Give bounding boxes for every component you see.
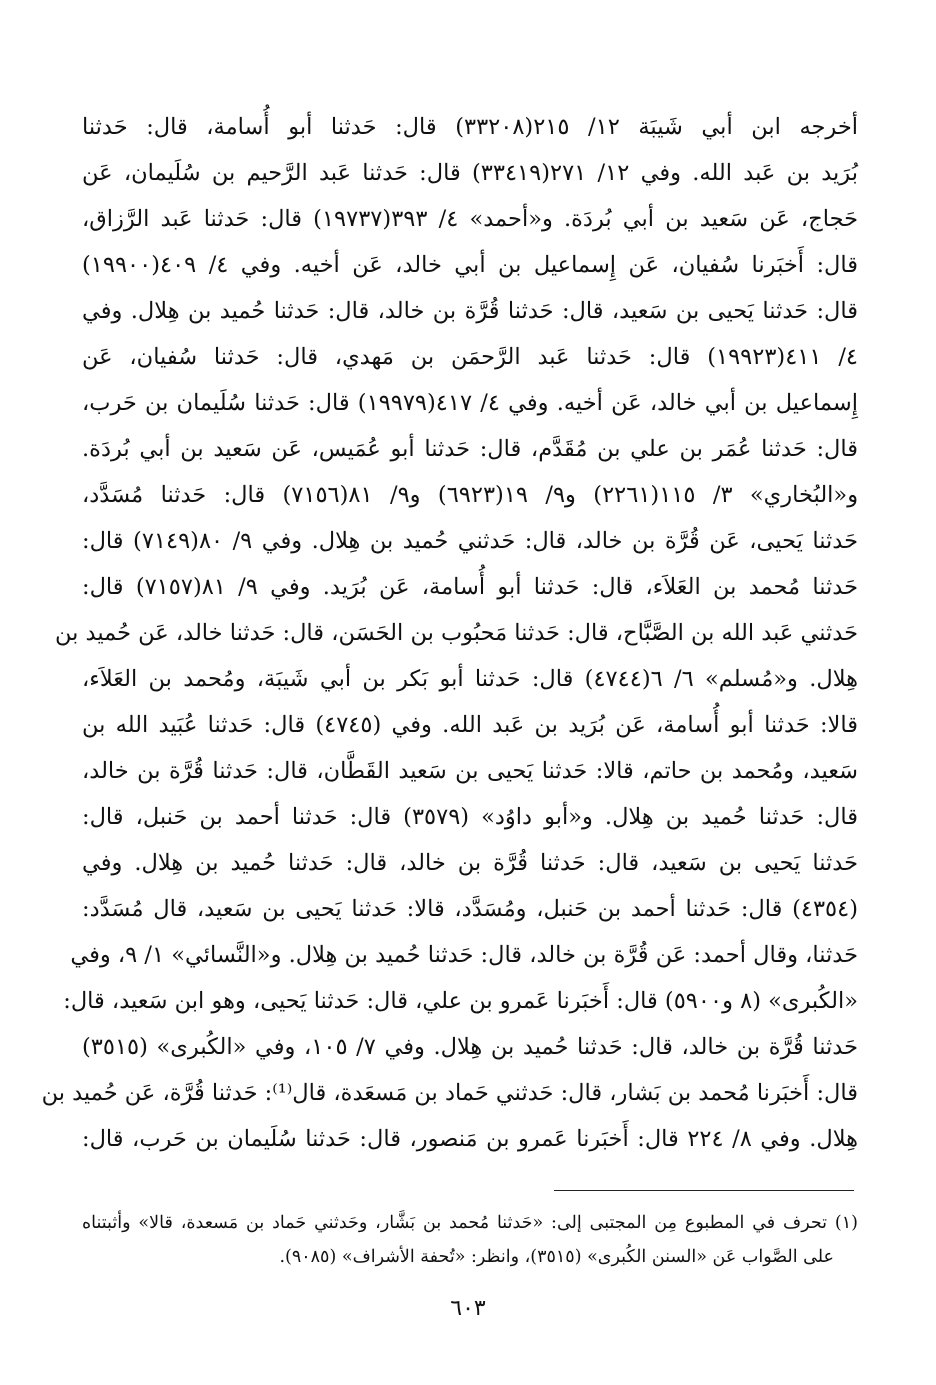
text-line: قال: حَدثنا عُمَر بن علي بن مُقَدَّم، قال: حَدثنا أبو عُمَيس، عَن سَعيد بن أبي بُردَة.: [82, 436, 858, 462]
text-line: حَدثنا، وقال أحمد: عَن قُرَّة بن خالد، قال: حَدثنا حُميد بن هِلال. و«النَّسائي» ١/ ٩، وفي: [70, 942, 858, 968]
page-number: ٦٠٣: [450, 1296, 486, 1321]
footnote-line: (١) تحرف في المطبوع مِن المجتبى إلى: «حَدثنا مُحمد بن بَشَّار، وحَدثني حَماد بن مَسعدة، قالا» وأثبتناه: [82, 1213, 858, 1233]
footnote-line: على الصَّواب عَن «السنن الكُبرى» (٣٥١٥)، وانظر: «تُحفة الأشراف» (٩٠٨٥).: [279, 1247, 834, 1267]
text-line: قال: حَدثنا حُميد بن هِلال. و«أبو داوُد» (٣٥٧٩) قال: حَدثنا أحمد بن حَنبل، قال:: [82, 804, 858, 830]
text-line: قال: أَخبَرنا مُحمد بن بَشار، قال: حَدثني حَماد بن مَسعَدة، قال⁽¹⁾: حَدثنا قُرَّة، عَن حُميد بن: [41, 1080, 858, 1106]
text-line: إِسماعيل بن أبي خالد، عَن أخيه. وفي ٤/ ٤١٧(١٩٩٧٩) قال: حَدثنا سُلَيمان بن حَرب،: [82, 390, 858, 416]
text-line: قال: حَدثنا يَحيى بن سَعيد، قال: حَدثنا قُرَّة بن خالد، قال: حَدثنا حُميد بن هِلال. وفي: [82, 298, 858, 324]
text-line: «الكُبرى» (٨ و٥٩٠٠) قال: أَخبَرنا عَمرو بن علي، قال: حَدثنا يَحيى، وهو ابن سَعيد، قال:: [63, 988, 858, 1014]
text-line: أخرجه ابن أبي شَيبَة ١٢/ ٢١٥(٣٣٢٠٨) قال: حَدثنا أبو أُسامة، قال: حَدثنا: [82, 114, 859, 140]
main-text-block: [41, 104, 859, 1162]
text-line: هِلال. وفي ٨/ ٢٢٤ قال: أَخبَرنا عَمرو بن مَنصور، قال: حَدثنا سُلَيمان بن حَرب، قال:: [82, 1126, 858, 1152]
text-line: حَدثنا مُحمد بن العَلاَء، قال: حَدثنا أبو أُسامة، عَن بُرَيد. وفي ٩/ ٨١(٧١٥٧) قال:: [82, 574, 858, 600]
footnotes-block: [82, 1206, 858, 1274]
text-line: (٤٣٥٤) قال: حَدثنا أحمد بن حَنبل، ومُسَدَّد، قالا: حَدثنا يَحيى بن سَعيد، قال مُسَدَّد:: [82, 896, 858, 922]
text-line: حَدثنا قُرَّة بن خالد، قال: حَدثنا حُميد بن هِلال. وفي ٧/ ١٠٥، وفي «الكُبرى» (٣٥١٥): [82, 1034, 858, 1060]
text-line: قالا: حَدثنا أبو أُسامة، عَن بُرَيد بن عَبد الله. وفي (٤٧٤٥) قال: حَدثنا عُبَيد الله بن: [82, 712, 858, 738]
text-line: بُرَيد بن عَبد الله. وفي ١٢/ ٢٧١(٣٣٤١٩) قال: حَدثنا عَبد الرَّحيم بن سُلَيمان، عَن: [82, 160, 858, 186]
text-line: حَجاج، عَن سَعيد بن أبي بُردَة. و«أحمد» ٤/ ٣٩٣(١٩٧٣٧) قال: حَدثنا عَبد الرَّزاق،: [82, 206, 859, 232]
text-line: هِلال. و«مُسلم» ٦/ ٦(٤٧٤٤) قال: حَدثنا أبو بَكر بن أبي شَيبَة، ومُحمد بن العَلاَء،: [82, 666, 859, 692]
text-line: حَدثنا يَحيى بن سَعيد، قال: حَدثنا قُرَّة بن خالد، قال: حَدثنا حُميد بن هِلال. وفي: [82, 850, 858, 876]
text-line: حَدثنا يَحيى، عَن قُرَّة بن خالد، قال: حَدثني حُميد بن هِلال. وفي ٩/ ٨٠(٧١٤٩) قال:: [82, 528, 858, 554]
text-line: ٤/ ٤١١(١٩٩٢٣) قال: حَدثنا عَبد الرَّحمَن بن مَهدي، قال: حَدثنا سُفيان، عَن: [82, 344, 858, 370]
footnote-separator: [554, 1190, 854, 1191]
text-line: قال: أَخبَرنا سُفيان، عَن إِسماعيل بن أبي خالد، عَن أخيه. وفي ٤/ ٤٠٩(١٩٩٠٠): [82, 252, 859, 278]
text-line: حَدثني عَبد الله بن الصَّبَّاح، قال: حَدثنا مَحبُوب بن الحَسَن، قال: حَدثنا خالد، عَن حُميد بن: [54, 620, 858, 646]
text-line: سَعيد، ومُحمد بن حاتم، قالا: حَدثنا يَحيى بن سَعيد القَطَّان، قال: حَدثنا قُرَّة بن خالد،: [82, 758, 858, 784]
text-line: و«البُخاري» ٣/ ١١٥(٢٢٦١) و٩/ ١٩(٦٩٢٣) و٩/ ٨١(٧١٥٦) قال: حَدثنا مُسَدَّد،: [82, 482, 859, 508]
